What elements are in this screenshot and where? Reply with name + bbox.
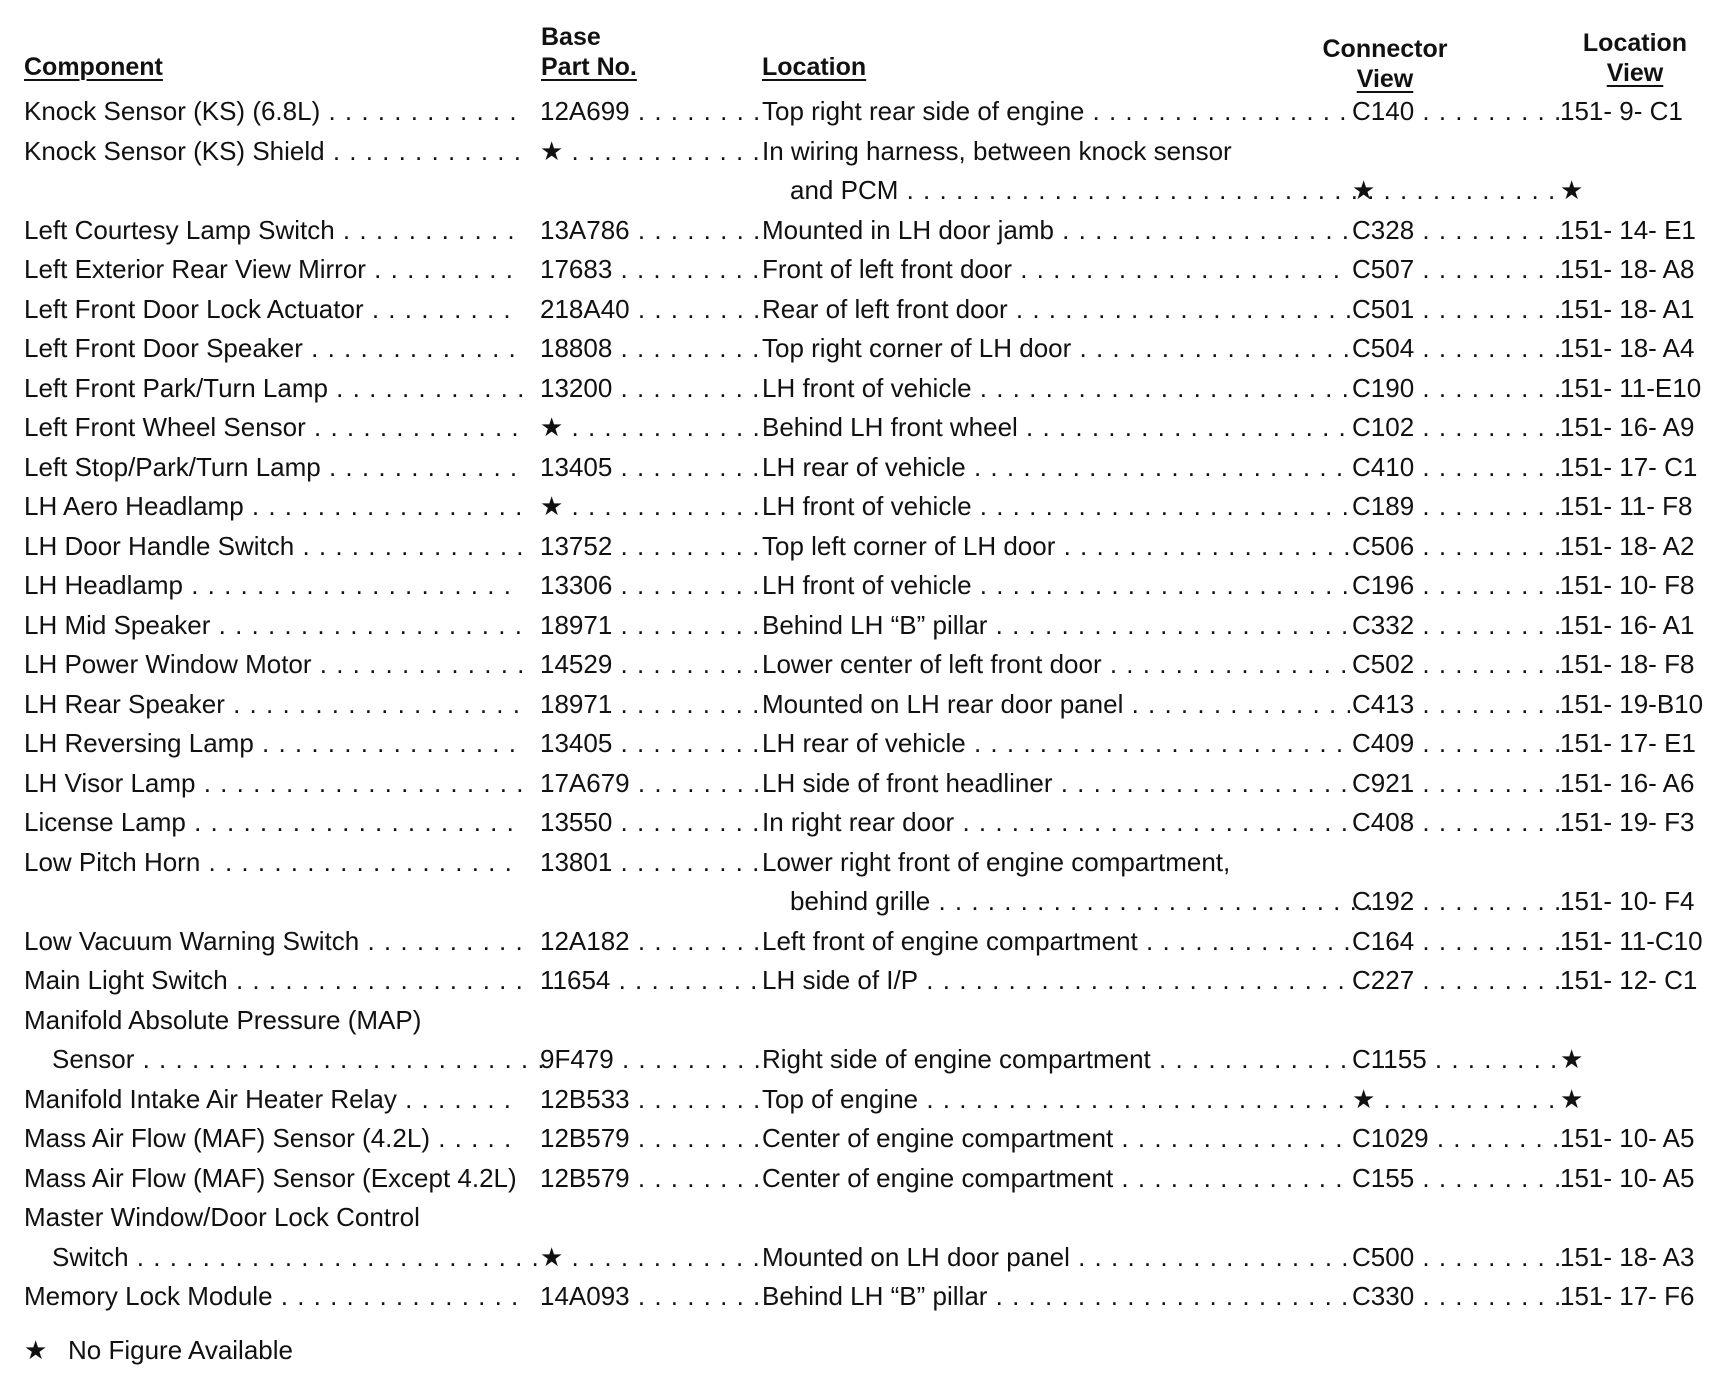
part-number-cell: 12B579 . . .: [540, 1119, 762, 1159]
connector-view-cell: C330 . . .: [1352, 1277, 1560, 1317]
header-connector-line2: View: [1356, 65, 1414, 93]
connector-view-cell: C328 . . .: [1352, 211, 1560, 251]
connector-view-cell: C501 . . .: [1352, 290, 1560, 330]
header-component: Component: [24, 53, 163, 81]
part-number-cell: 12A699 . . .: [540, 92, 762, 132]
location-view-cell: 151- 11-C10: [1560, 925, 1703, 956]
table-row: [0, 803, 1714, 843]
connector-view-cell: C102 . . .: [1352, 408, 1560, 448]
component-cell: License Lamp . . .: [24, 803, 522, 843]
connector-view-cell: C155 . . .: [1352, 1159, 1560, 1199]
location-view-cell: 151- 19-B10: [1560, 688, 1704, 719]
table-row: [0, 843, 1714, 883]
connector-view-cell: C502 . . .: [1352, 645, 1560, 685]
part-number-cell: 13752 . . .: [540, 527, 762, 567]
component-cell: LH Door Handle Switch . . .: [24, 527, 522, 567]
footnote-text: No Figure Available: [68, 1335, 293, 1365]
component-cell: Memory Lock Module . . .: [24, 1277, 522, 1317]
component-cell: LH Headlamp . . .: [24, 566, 522, 606]
location-view-cell: ★: [1560, 1044, 1584, 1074]
location-cell: LH side of I/P . . .: [762, 961, 1350, 1001]
location-view-cell: 151- 17- F6: [1560, 1281, 1695, 1311]
part-number-cell: 13200 . . .: [540, 369, 762, 409]
location-cell: Mounted in LH door jamb . . .: [762, 211, 1350, 251]
location-cell: Center of engine compartment . . .: [762, 1119, 1350, 1159]
connector-view-cell: C190 . . .: [1352, 369, 1560, 409]
table-row: [0, 1277, 1714, 1317]
component-cell: Knock Sensor (KS) Shield . . .: [24, 132, 522, 172]
location-cell: Lower right front of engine compartment,: [762, 846, 1231, 877]
location-view-cell: 151- 18- A1: [1560, 293, 1695, 324]
header-base-part-line2: Part No.: [541, 53, 637, 81]
component-cell: Sensor . . .: [24, 1040, 550, 1080]
table-row: [0, 1159, 1714, 1199]
component-cell: Manifold Intake Air Heater Relay . . .: [24, 1080, 522, 1120]
table-row: [0, 961, 1714, 1001]
component-cell: LH Mid Speaker . . .: [24, 606, 522, 646]
component-cell: Left Front Wheel Sensor . . .: [24, 408, 522, 448]
component-cell: Mass Air Flow (MAF) Sensor (4.2L) . . .: [24, 1119, 522, 1159]
location-cell: LH rear of vehicle . . .: [762, 724, 1350, 764]
location-view-cell: 151- 16- A6: [1560, 767, 1695, 798]
connector-view-cell: C192 . . .: [1352, 882, 1560, 922]
table-row: [0, 922, 1714, 962]
component-cell: Low Vacuum Warning Switch . . .: [24, 922, 522, 962]
location-view-cell: 151- 10- A5: [1560, 1162, 1695, 1193]
table-row: [0, 92, 1714, 132]
part-number-cell: 11654 . . .: [540, 961, 762, 1001]
table-row: [0, 882, 1714, 922]
location-view-cell: ★: [1560, 1083, 1584, 1114]
component-cell: Left Courtesy Lamp Switch . . .: [24, 211, 522, 251]
location-view-cell: 151- 16- A1: [1560, 609, 1695, 640]
part-number-cell: 9F479 . . .: [540, 1040, 762, 1080]
table-row: [0, 369, 1714, 409]
location-cell: Top right corner of LH door . . .: [762, 329, 1350, 369]
component-cell: Master Window/Door Lock Control: [24, 1202, 420, 1232]
table-row: [0, 448, 1714, 488]
component-cell: Left Front Park/Turn Lamp . . .: [24, 369, 522, 409]
location-cell: Rear of left front door . . .: [762, 290, 1350, 330]
location-view-cell: 151- 14- E1: [1560, 214, 1696, 245]
table-row: [0, 132, 1714, 172]
location-cell: Right side of engine compartment . . .: [762, 1040, 1350, 1080]
location-cell: Top right rear side of engine . . .: [762, 92, 1350, 132]
location-view-cell: 151- 10- F8: [1560, 570, 1695, 600]
connector-view-cell: C504 . . .: [1352, 329, 1560, 369]
part-number-cell: 13801 . . .: [540, 843, 762, 883]
location-cell: Front of left front door . . .: [762, 250, 1350, 290]
part-number-cell: 12A182 . . .: [540, 922, 762, 962]
component-cell: Switch . . .: [24, 1238, 550, 1278]
location-view-cell: 151- 12- C1: [1560, 965, 1698, 995]
part-number-cell: ★ . . .: [540, 408, 762, 448]
table-row: [0, 724, 1714, 764]
part-number-cell: 218A40 . . .: [540, 290, 762, 330]
part-number-cell: 13405 . . .: [540, 724, 762, 764]
part-number-cell: 18971 . . .: [540, 606, 762, 646]
table-row: [0, 1119, 1714, 1159]
component-cell: LH Power Window Motor . . .: [24, 645, 522, 685]
location-view-cell: 151- 10- F4: [1560, 886, 1695, 916]
location-cell: LH front of vehicle . . .: [762, 487, 1350, 527]
location-view-cell: 151- 16- A9: [1560, 412, 1695, 442]
table-row: [0, 1198, 1714, 1238]
location-view-cell: 151- 10- A5: [1560, 1123, 1695, 1153]
component-cell: Left Front Door Lock Actuator . . .: [24, 290, 522, 330]
header-base-part-no: [541, 22, 637, 82]
header-connector-line1: Connector: [1322, 35, 1448, 63]
part-number-cell: ★ . . .: [540, 132, 762, 172]
location-view-cell: 151- 11- F8: [1560, 491, 1693, 521]
part-number-cell: ★ . . .: [540, 1238, 762, 1278]
star-icon: ★: [24, 1335, 48, 1365]
connector-view-cell: C410 . . .: [1352, 448, 1560, 488]
connector-view-cell: C140 . . .: [1352, 92, 1560, 132]
table-row: [0, 250, 1714, 290]
table-row: [0, 606, 1714, 646]
component-cell: Knock Sensor (KS) (6.8L) . . .: [24, 92, 522, 132]
part-number-cell: 12B533 . . .: [540, 1080, 762, 1120]
connector-view-cell: C189 . . .: [1352, 487, 1560, 527]
connector-view-cell: C408 . . .: [1352, 803, 1560, 843]
table-row: [0, 645, 1714, 685]
connector-view-cell: C921 . . .: [1352, 764, 1560, 804]
table-body: [0, 92, 1714, 1317]
table-row: [0, 685, 1714, 725]
location-cell: Lower center of left front door . . .: [762, 645, 1350, 685]
location-cell: behind grille . . .: [762, 882, 1378, 922]
location-view-cell: 151- 11-E10: [1560, 372, 1702, 403]
part-number-cell: 17A679 . . .: [540, 764, 762, 804]
location-cell: Center of engine compartment . . .: [762, 1159, 1350, 1199]
connector-view-cell: C506 . . .: [1352, 527, 1560, 567]
table-row: [0, 1001, 1714, 1041]
table-row: [0, 408, 1714, 448]
location-cell: Behind LH front wheel . . .: [762, 408, 1350, 448]
component-cell: Left Stop/Park/Turn Lamp . . .: [24, 448, 522, 488]
connector-view-cell: C413 . . .: [1352, 685, 1560, 725]
part-number-cell: 18808 . . .: [540, 329, 762, 369]
table-row: [0, 764, 1714, 804]
location-view-cell: 151- 18- A2: [1560, 530, 1695, 561]
location-cell: LH front of vehicle . . .: [762, 369, 1350, 409]
location-view-cell: 151- 18- A8: [1560, 254, 1695, 284]
connector-view-cell: C332 . . .: [1352, 606, 1560, 646]
footnote: [24, 1334, 293, 1366]
location-cell: Top left corner of LH door . . .: [762, 527, 1350, 567]
connector-view-cell: C409 . . .: [1352, 724, 1560, 764]
component-cell: Left Front Door Speaker . . .: [24, 329, 522, 369]
component-cell: LH Aero Headlamp . . .: [24, 487, 522, 527]
location-view-cell: 151- 18- A4: [1560, 333, 1695, 363]
table-row: [0, 211, 1714, 251]
location-cell: and PCM . . .: [762, 171, 1378, 211]
table-row: [0, 566, 1714, 606]
part-number-cell: 17683 . . .: [540, 250, 762, 290]
part-number-cell: 12B579 . . .: [540, 1159, 762, 1199]
table-row: [0, 1080, 1714, 1120]
table-row: [0, 1238, 1714, 1278]
part-number-cell: 18971 . . .: [540, 685, 762, 725]
location-cell: Mounted on LH door panel . . .: [762, 1238, 1350, 1278]
part-number-cell: 13306 . . .: [540, 566, 762, 606]
table-row: [0, 527, 1714, 567]
location-view-cell: 151- 17- E1: [1560, 728, 1696, 758]
location-cell: Behind LH “B” pillar . . .: [762, 606, 1350, 646]
component-cell: LH Visor Lamp . . .: [24, 764, 522, 804]
location-cell: In right rear door . . .: [762, 803, 1350, 843]
connector-view-cell: C196 . . .: [1352, 566, 1560, 606]
table-row: [0, 171, 1714, 211]
header-connector-view: [1315, 34, 1455, 94]
part-number-cell: 13550 . . .: [540, 803, 762, 843]
location-view-cell: 151- 18- F8: [1560, 649, 1695, 679]
location-cell: Behind LH “B” pillar . . .: [762, 1277, 1350, 1317]
part-number-cell: ★ . . .: [540, 487, 762, 527]
component-cell: Mass Air Flow (MAF) Sensor (Except 4.2L) . . .: [24, 1159, 522, 1199]
location-cell: Top of engine . . .: [762, 1080, 1350, 1120]
header-base-part-line1: Base: [541, 23, 601, 51]
part-number-cell: 14A093 . . .: [540, 1277, 762, 1317]
location-view-cell: 151- 17- C1: [1560, 451, 1698, 482]
location-cell: Left front of engine compartment . . .: [762, 922, 1350, 962]
header-locview-line1: Location: [1582, 29, 1688, 57]
header-locview-line2: View: [1606, 59, 1664, 87]
component-cell: LH Reversing Lamp . . .: [24, 724, 522, 764]
header-location-view: [1572, 28, 1698, 88]
connector-view-cell: ★ . . .: [1352, 171, 1560, 211]
component-cell: Manifold Absolute Pressure (MAP): [24, 1004, 422, 1035]
connector-view-cell: C1155 . . .: [1352, 1040, 1560, 1080]
component-cell: LH Rear Speaker . . .: [24, 685, 522, 725]
connector-view-cell: C1029 . . .: [1352, 1119, 1560, 1159]
connector-view-cell: C227 . . .: [1352, 961, 1560, 1001]
header-location: Location: [762, 53, 867, 81]
component-cell: Left Exterior Rear View Mirror . . .: [24, 250, 522, 290]
location-cell: LH rear of vehicle . . .: [762, 448, 1350, 488]
location-view-cell: 151- 18- A3: [1560, 1241, 1695, 1272]
location-view-cell: 151- 9- C1: [1560, 96, 1683, 126]
connector-view-cell: C500 . . .: [1352, 1238, 1560, 1278]
table-row: [0, 290, 1714, 330]
location-cell: LH side of front headliner . . .: [762, 764, 1350, 804]
part-number-cell: 13A786 . . .: [540, 211, 762, 251]
part-number-cell: 14529 . . .: [540, 645, 762, 685]
location-cell: Mounted on LH rear door panel . . .: [762, 685, 1350, 725]
location-cell: In wiring harness, between knock sensor: [762, 135, 1232, 166]
location-view-cell: ★: [1560, 175, 1584, 205]
table-row: [0, 329, 1714, 369]
connector-view-cell: C507 . . .: [1352, 250, 1560, 290]
location-cell: LH front of vehicle . . .: [762, 566, 1350, 606]
part-number-cell: 13405 . . .: [540, 448, 762, 488]
connector-view-cell: C164 . . .: [1352, 922, 1560, 962]
component-cell: Low Pitch Horn . . .: [24, 843, 522, 883]
table-row: [0, 1040, 1714, 1080]
component-cell: Main Light Switch . . .: [24, 961, 522, 1001]
table-row: [0, 487, 1714, 527]
location-view-cell: 151- 19- F3: [1560, 807, 1695, 837]
connector-view-cell: ★ . . .: [1352, 1080, 1560, 1120]
